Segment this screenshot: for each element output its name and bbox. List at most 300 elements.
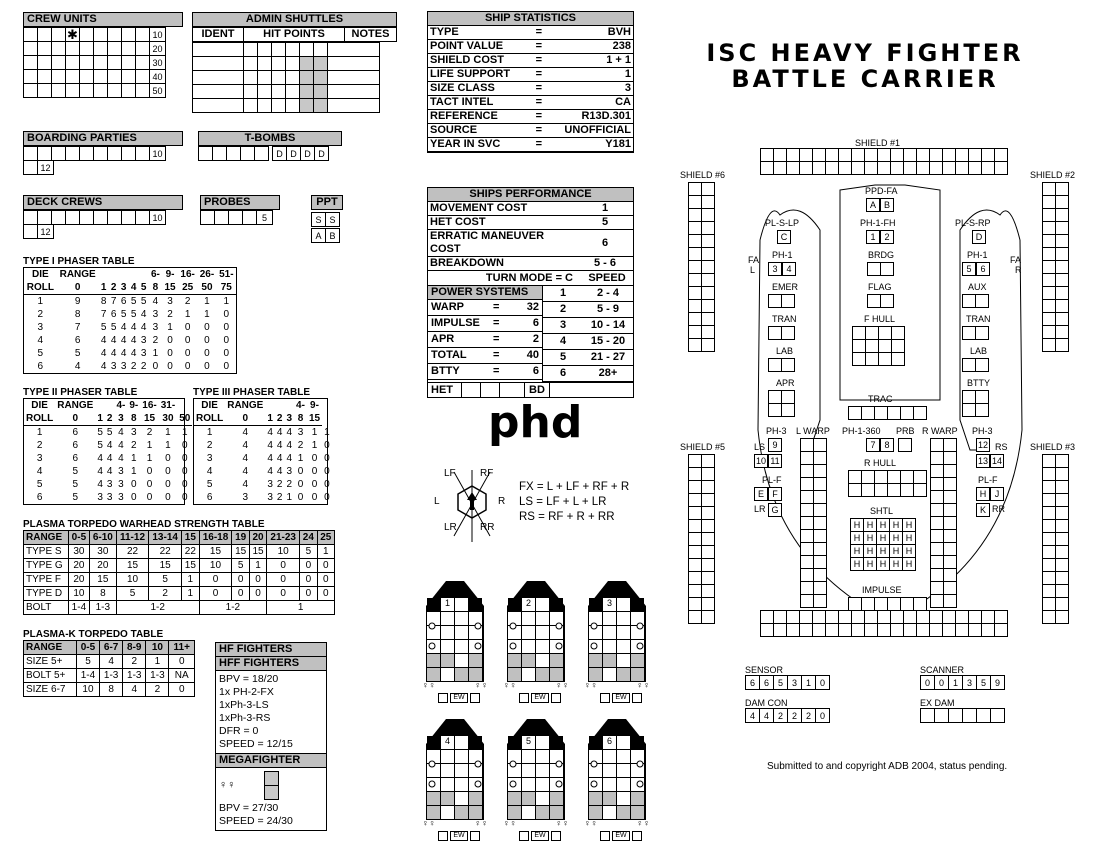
ssd-box[interactable] — [930, 594, 944, 608]
fighter-weapon-dot[interactable] — [556, 623, 562, 629]
ssd-box[interactable] — [781, 358, 795, 372]
crew-unit-box[interactable] — [93, 27, 108, 42]
crew-unit-box[interactable] — [37, 41, 52, 56]
ssd-box[interactable] — [838, 610, 852, 624]
ssd-box[interactable] — [701, 299, 715, 313]
ssd-box[interactable] — [701, 467, 715, 481]
ssd-box[interactable] — [994, 610, 1008, 624]
fighter-damage-box[interactable] — [455, 764, 468, 777]
ssd-box[interactable] — [943, 529, 957, 543]
crew-unit-box[interactable] — [51, 55, 66, 70]
damcon-box[interactable]: 4 — [759, 708, 774, 723]
ssd-box[interactable] — [874, 470, 888, 484]
ssd-box[interactable] — [768, 326, 782, 340]
fighter-damage-box[interactable] — [427, 792, 440, 805]
exdam-box[interactable] — [920, 708, 935, 723]
fighter-damage-box[interactable] — [550, 750, 563, 763]
ssd-box[interactable] — [1042, 506, 1056, 520]
ssd-box[interactable] — [1042, 610, 1056, 624]
shuttle-ident[interactable] — [192, 98, 244, 113]
fighter-damage-box[interactable] — [603, 654, 616, 667]
fighter-damage-box[interactable] — [536, 640, 549, 653]
ssd-box[interactable] — [1055, 221, 1069, 235]
ssd-box[interactable] — [891, 326, 905, 340]
crew-unit-box[interactable] — [65, 55, 80, 70]
ssd-box[interactable]: 13 — [977, 456, 988, 466]
ssd-box[interactable] — [1055, 584, 1069, 598]
shuttle-hp[interactable] — [299, 98, 314, 113]
ssd-box[interactable] — [943, 555, 957, 569]
fighter-damage-box[interactable] — [441, 654, 454, 667]
ssd-box[interactable] — [916, 623, 930, 637]
fighter-weapon-dot[interactable] — [429, 643, 435, 649]
exdam-box[interactable] — [976, 708, 991, 723]
ssd-box[interactable] — [1042, 519, 1056, 533]
ssd-box[interactable] — [701, 208, 715, 222]
shuttle-hp[interactable] — [257, 84, 272, 99]
ssd-box[interactable] — [916, 610, 930, 624]
ssd-box[interactable] — [812, 610, 826, 624]
fighter-damage-box[interactable] — [617, 792, 630, 805]
ssd-box[interactable] — [1055, 545, 1069, 559]
fighter-box[interactable] — [600, 693, 610, 703]
fighter-damage-box[interactable] — [455, 626, 468, 639]
fighter-damage-box[interactable] — [522, 750, 535, 763]
ssd-box[interactable] — [813, 529, 827, 543]
dummy-tbomb-box[interactable]: D — [314, 146, 329, 161]
boarding-party-box[interactable] — [79, 146, 94, 161]
ssd-box[interactable] — [887, 406, 901, 420]
ssd-box[interactable] — [943, 503, 957, 517]
ssd-box[interactable] — [942, 148, 956, 162]
ssd-box[interactable] — [864, 148, 878, 162]
shuttle-hp[interactable] — [313, 56, 328, 71]
ssd-box[interactable] — [701, 338, 715, 352]
fighter-damage-box[interactable] — [589, 598, 602, 611]
deck-crew-box[interactable] — [135, 210, 150, 225]
fighter-ew-box[interactable]: EW — [612, 693, 630, 703]
ssd-box[interactable] — [930, 568, 944, 582]
fighter-weapon-dot[interactable] — [556, 781, 562, 787]
shuttle-hp[interactable] — [271, 56, 286, 71]
crew-unit-box[interactable] — [107, 83, 122, 98]
ssd-box[interactable] — [1055, 493, 1069, 507]
fighter-damage-box[interactable] — [589, 736, 602, 749]
ssd-box[interactable] — [877, 623, 891, 637]
ssd-box[interactable] — [968, 623, 982, 637]
ssd-box[interactable] — [1055, 519, 1069, 533]
crew-unit-box[interactable] — [37, 69, 52, 84]
ssd-box[interactable]: H — [876, 518, 890, 532]
ssd-box[interactable] — [852, 352, 866, 366]
ssd-box[interactable] — [812, 161, 826, 175]
fighter-damage-box[interactable] — [603, 764, 616, 777]
ssd-box[interactable] — [962, 390, 976, 404]
ssd-box[interactable]: A — [866, 198, 880, 212]
ssd-box[interactable] — [1055, 454, 1069, 468]
ssd-box[interactable] — [768, 294, 782, 308]
crew-unit-box[interactable]: 30 — [149, 55, 166, 70]
fighter-box[interactable] — [519, 693, 529, 703]
ssd-box[interactable] — [838, 161, 852, 175]
shuttle-hp[interactable] — [257, 56, 272, 71]
ssd-box[interactable]: 8 — [880, 438, 894, 452]
ssd-box[interactable] — [942, 610, 956, 624]
ssd-box[interactable] — [1042, 532, 1056, 546]
ssd-box[interactable] — [786, 161, 800, 175]
crew-unit-box[interactable] — [23, 27, 38, 42]
sensor-box[interactable]: 6 — [745, 675, 760, 690]
fighter-damage-box[interactable] — [536, 626, 549, 639]
ssd-box[interactable] — [812, 623, 826, 637]
crew-unit-box[interactable] — [51, 69, 66, 84]
shuttle-hp[interactable] — [243, 84, 258, 99]
fighter-damage-box[interactable] — [508, 736, 521, 749]
ssd-box[interactable] — [1055, 338, 1069, 352]
deck-crew-box[interactable] — [121, 210, 136, 225]
shuttle-ident[interactable] — [192, 56, 244, 71]
ssd-box[interactable] — [688, 493, 702, 507]
crew-unit-box[interactable] — [93, 83, 108, 98]
fighter-damage-box[interactable] — [603, 778, 616, 791]
ssd-box[interactable]: B — [880, 198, 894, 212]
ssd-box[interactable]: 6 — [976, 262, 990, 276]
ssd-box[interactable] — [768, 403, 782, 417]
ssd-box[interactable] — [930, 581, 944, 595]
ssd-box[interactable] — [786, 148, 800, 162]
fighter-damage-box[interactable] — [617, 750, 630, 763]
ssd-box[interactable] — [688, 208, 702, 222]
ssd-box[interactable] — [867, 262, 881, 276]
ssd-box[interactable] — [874, 483, 888, 497]
crew-unit-box[interactable] — [23, 69, 38, 84]
ssd-box[interactable] — [800, 438, 814, 452]
ssd-box[interactable] — [865, 339, 879, 353]
fighter-damage-box[interactable] — [469, 750, 482, 763]
boarding-party-box[interactable] — [23, 146, 38, 161]
shuttle-notes[interactable] — [327, 84, 380, 99]
ssd-box[interactable] — [701, 286, 715, 300]
crew-unit-box[interactable]: 20 — [149, 41, 166, 56]
crew-unit-box[interactable] — [79, 83, 94, 98]
fighter-weapon-dot[interactable] — [637, 643, 643, 649]
ssd-box[interactable] — [800, 529, 814, 543]
fighter-damage-box[interactable] — [603, 750, 616, 763]
crew-unit-box[interactable] — [135, 83, 150, 98]
crew-unit-box[interactable] — [79, 69, 94, 84]
crew-unit-box[interactable] — [65, 69, 80, 84]
fighter-damage-box[interactable] — [469, 654, 482, 667]
ssd-box[interactable] — [773, 623, 787, 637]
ssd-box[interactable] — [943, 594, 957, 608]
ssd-box[interactable] — [981, 148, 995, 162]
fighter-box[interactable] — [438, 693, 448, 703]
crew-unit-box[interactable] — [65, 41, 80, 56]
ssd-box[interactable] — [800, 451, 814, 465]
ssd-box[interactable] — [688, 610, 702, 624]
ssd-box[interactable] — [768, 358, 782, 372]
ssd-box[interactable] — [975, 358, 989, 372]
shuttle-notes[interactable] — [327, 42, 380, 57]
fighter-box[interactable] — [470, 693, 480, 703]
probe-box[interactable] — [214, 210, 229, 225]
fighter-damage-box[interactable] — [550, 612, 563, 625]
ssd-box[interactable] — [813, 464, 827, 478]
fighter-weapon-dot[interactable] — [591, 761, 597, 767]
ssd-box[interactable] — [943, 451, 957, 465]
scanner-box[interactable]: 5 — [976, 675, 991, 690]
ssd-box[interactable] — [688, 299, 702, 313]
fighter-damage-box[interactable] — [441, 612, 454, 625]
ssd-box[interactable] — [781, 326, 795, 340]
ssd-box[interactable] — [903, 148, 917, 162]
ssd-box[interactable] — [813, 516, 827, 530]
fighter-box[interactable] — [632, 831, 642, 841]
deck-crew-box[interactable] — [107, 210, 122, 225]
ssd-box[interactable] — [781, 294, 795, 308]
fighter-damage-box[interactable] — [455, 598, 468, 611]
fighter-damage-box[interactable] — [617, 612, 630, 625]
ssd-box[interactable] — [701, 260, 715, 274]
shuttle-hp[interactable] — [299, 70, 314, 85]
ssd-box[interactable] — [825, 148, 839, 162]
exdam-box[interactable] — [948, 708, 963, 723]
fighter-ew-box[interactable]: EW — [450, 693, 468, 703]
fighter-weapon-dot[interactable] — [475, 781, 481, 787]
shuttle-hp[interactable] — [299, 42, 314, 57]
ssd-box[interactable] — [688, 195, 702, 209]
crew-unit-box[interactable] — [135, 27, 150, 42]
ssd-box[interactable] — [929, 161, 943, 175]
ssd-box[interactable] — [890, 623, 904, 637]
ssd-box[interactable] — [1055, 571, 1069, 585]
ssd-box[interactable] — [968, 610, 982, 624]
ssd-box[interactable] — [943, 542, 957, 556]
ssd-box[interactable] — [1055, 299, 1069, 313]
ssd-box[interactable] — [943, 581, 957, 595]
ssd-box[interactable] — [701, 221, 715, 235]
ssd-box[interactable] — [701, 195, 715, 209]
ssd-box[interactable] — [890, 610, 904, 624]
fighter-weapon-dot[interactable] — [556, 761, 562, 767]
ssd-box[interactable] — [688, 338, 702, 352]
fighter-damage-box[interactable] — [508, 654, 521, 667]
fighter-damage-box[interactable] — [427, 654, 440, 667]
ssd-box[interactable] — [825, 623, 839, 637]
fighter-damage-box[interactable] — [441, 778, 454, 791]
ssd-box[interactable] — [887, 597, 901, 611]
fighter-ew-box[interactable]: EW — [612, 831, 630, 841]
tbomb-box[interactable] — [198, 146, 213, 161]
ssd-box[interactable]: F — [768, 487, 782, 501]
ssd-box[interactable] — [838, 623, 852, 637]
ssd-box[interactable] — [1042, 221, 1056, 235]
ssd-box[interactable] — [800, 464, 814, 478]
ssd-box[interactable] — [930, 516, 944, 530]
ssd-box[interactable] — [867, 294, 881, 308]
fighter-box[interactable] — [600, 831, 610, 841]
crew-unit-box[interactable] — [37, 27, 52, 42]
crew-unit-box[interactable] — [135, 69, 150, 84]
ssd-box[interactable] — [930, 464, 944, 478]
crew-unit-box[interactable] — [51, 27, 66, 42]
ssd-box[interactable] — [1042, 312, 1056, 326]
ssd-box[interactable] — [768, 390, 782, 404]
ssd-box[interactable] — [800, 542, 814, 556]
mega-box1[interactable] — [264, 771, 279, 786]
fighter-damage-box[interactable] — [455, 792, 468, 805]
ssd-box[interactable] — [861, 597, 875, 611]
scanner-box[interactable]: 1 — [948, 675, 963, 690]
crew-unit-box[interactable]: 10 — [149, 27, 166, 42]
fighter-damage-box[interactable] — [617, 736, 630, 749]
ppt-s1[interactable]: S — [311, 212, 326, 227]
ssd-box[interactable]: 7 — [866, 438, 880, 452]
ssd-box[interactable] — [975, 403, 989, 417]
ssd-box[interactable] — [955, 148, 969, 162]
ssd-box[interactable]: C — [777, 230, 791, 244]
fighter-weapon-dot[interactable] — [591, 643, 597, 649]
ssd-box[interactable] — [877, 161, 891, 175]
ssd-box[interactable]: H — [850, 518, 864, 532]
ssd-box[interactable] — [688, 532, 702, 546]
ssd-box[interactable] — [1055, 182, 1069, 196]
deck-crew-box[interactable] — [93, 210, 108, 225]
ssd-box[interactable] — [800, 477, 814, 491]
ssd-box[interactable] — [800, 490, 814, 504]
exdam-box[interactable] — [962, 708, 977, 723]
shuttle-hp[interactable] — [285, 56, 300, 71]
ssd-box[interactable] — [813, 503, 827, 517]
ssd-box[interactable] — [1055, 247, 1069, 261]
fighter-damage-box[interactable] — [441, 792, 454, 805]
ssd-box[interactable] — [688, 558, 702, 572]
shuttle-hp[interactable] — [299, 56, 314, 71]
crew-unit-box[interactable] — [135, 55, 150, 70]
ssd-box[interactable]: D — [972, 230, 986, 244]
ssd-box[interactable] — [913, 406, 927, 420]
fighter-damage-box[interactable] — [589, 654, 602, 667]
ssd-box[interactable] — [825, 610, 839, 624]
boarding-party-box[interactable] — [51, 146, 66, 161]
ssd-box[interactable] — [877, 610, 891, 624]
damcon-box[interactable]: 4 — [745, 708, 760, 723]
exdam-box[interactable] — [990, 708, 1005, 723]
exdam-box[interactable] — [934, 708, 949, 723]
dummy-tbomb-box[interactable]: D — [286, 146, 301, 161]
ssd-box[interactable] — [800, 594, 814, 608]
ssd-box[interactable] — [1042, 273, 1056, 287]
ssd-box[interactable] — [760, 148, 774, 162]
ssd-box[interactable] — [799, 610, 813, 624]
ssd-box[interactable] — [865, 326, 879, 340]
het-box1[interactable] — [462, 383, 481, 397]
shuttle-hp[interactable] — [285, 42, 300, 57]
ssd-box[interactable] — [813, 594, 827, 608]
ssd-box[interactable] — [962, 294, 976, 308]
crew-unit-box[interactable] — [79, 27, 94, 42]
ssd-box[interactable]: H — [850, 557, 864, 571]
ssd-box[interactable] — [1042, 597, 1056, 611]
ssd-box[interactable] — [929, 623, 943, 637]
ssd-box[interactable] — [1055, 208, 1069, 222]
sensor-box[interactable]: 0 — [815, 675, 830, 690]
fighter-damage-box[interactable] — [536, 736, 549, 749]
ssd-box[interactable] — [701, 247, 715, 261]
ssd-box[interactable] — [1055, 597, 1069, 611]
fighter-damage-box[interactable] — [631, 792, 644, 805]
ssd-box[interactable] — [943, 568, 957, 582]
crew-unit-box[interactable] — [79, 55, 94, 70]
ssd-box[interactable]: H — [976, 487, 990, 501]
fighter-box[interactable] — [470, 831, 480, 841]
fighter-weapon-dot[interactable] — [637, 761, 643, 767]
ssd-box[interactable] — [701, 532, 715, 546]
ssd-box[interactable] — [848, 597, 862, 611]
boarding-party-box[interactable] — [121, 146, 136, 161]
ssd-box[interactable] — [943, 490, 957, 504]
ssd-box[interactable] — [1055, 273, 1069, 287]
ssd-box[interactable] — [962, 326, 976, 340]
fighter-weapon-dot[interactable] — [556, 643, 562, 649]
shuttle-hp[interactable] — [257, 70, 272, 85]
fighter-damage-box[interactable] — [603, 612, 616, 625]
ssd-box[interactable] — [1055, 325, 1069, 339]
ssd-box[interactable] — [1042, 493, 1056, 507]
damcon-box[interactable]: 0 — [815, 708, 830, 723]
fighter-damage-box[interactable] — [550, 598, 563, 611]
ssd-box[interactable] — [851, 623, 865, 637]
sensor-box[interactable]: 5 — [773, 675, 788, 690]
shuttle-hp[interactable] — [285, 70, 300, 85]
fighter-weapon-dot[interactable] — [510, 781, 516, 787]
fighter-damage-box[interactable] — [455, 778, 468, 791]
ssd-box[interactable] — [929, 610, 943, 624]
ssd-box[interactable] — [1042, 182, 1056, 196]
ssd-box[interactable] — [701, 480, 715, 494]
ssd-box[interactable] — [1055, 312, 1069, 326]
ssd-box[interactable] — [1042, 480, 1056, 494]
shuttle-hp[interactable] — [285, 84, 300, 99]
ssd-box[interactable] — [962, 358, 976, 372]
het-box3[interactable] — [500, 383, 525, 397]
crew-unit-box[interactable] — [121, 83, 136, 98]
fighter-damage-box[interactable] — [522, 792, 535, 805]
ssd-box[interactable] — [701, 558, 715, 572]
ssd-box[interactable] — [975, 294, 989, 308]
fighter-damage-box[interactable] — [522, 640, 535, 653]
fighter-weapon-dot[interactable] — [429, 623, 435, 629]
fighter-damage-box[interactable] — [455, 736, 468, 749]
ssd-box[interactable] — [852, 326, 866, 340]
scanner-box[interactable]: 0 — [920, 675, 935, 690]
ssd-box[interactable] — [786, 610, 800, 624]
ssd-box[interactable] — [887, 470, 901, 484]
fighter-damage-box[interactable] — [455, 654, 468, 667]
crew-unit-box[interactable] — [93, 69, 108, 84]
boarding-party-box[interactable] — [135, 146, 150, 161]
fighter-damage-box[interactable] — [617, 778, 630, 791]
boarding-party-box[interactable] — [93, 146, 108, 161]
ssd-box[interactable] — [760, 161, 774, 175]
ssd-box[interactable] — [688, 182, 702, 196]
fighter-weapon-dot[interactable] — [591, 623, 597, 629]
fighter-damage-box[interactable] — [469, 792, 482, 805]
ssd-box[interactable] — [688, 286, 702, 300]
crew-unit-box[interactable] — [107, 69, 122, 84]
ssd-box[interactable] — [688, 584, 702, 598]
ssd-box[interactable] — [878, 339, 892, 353]
